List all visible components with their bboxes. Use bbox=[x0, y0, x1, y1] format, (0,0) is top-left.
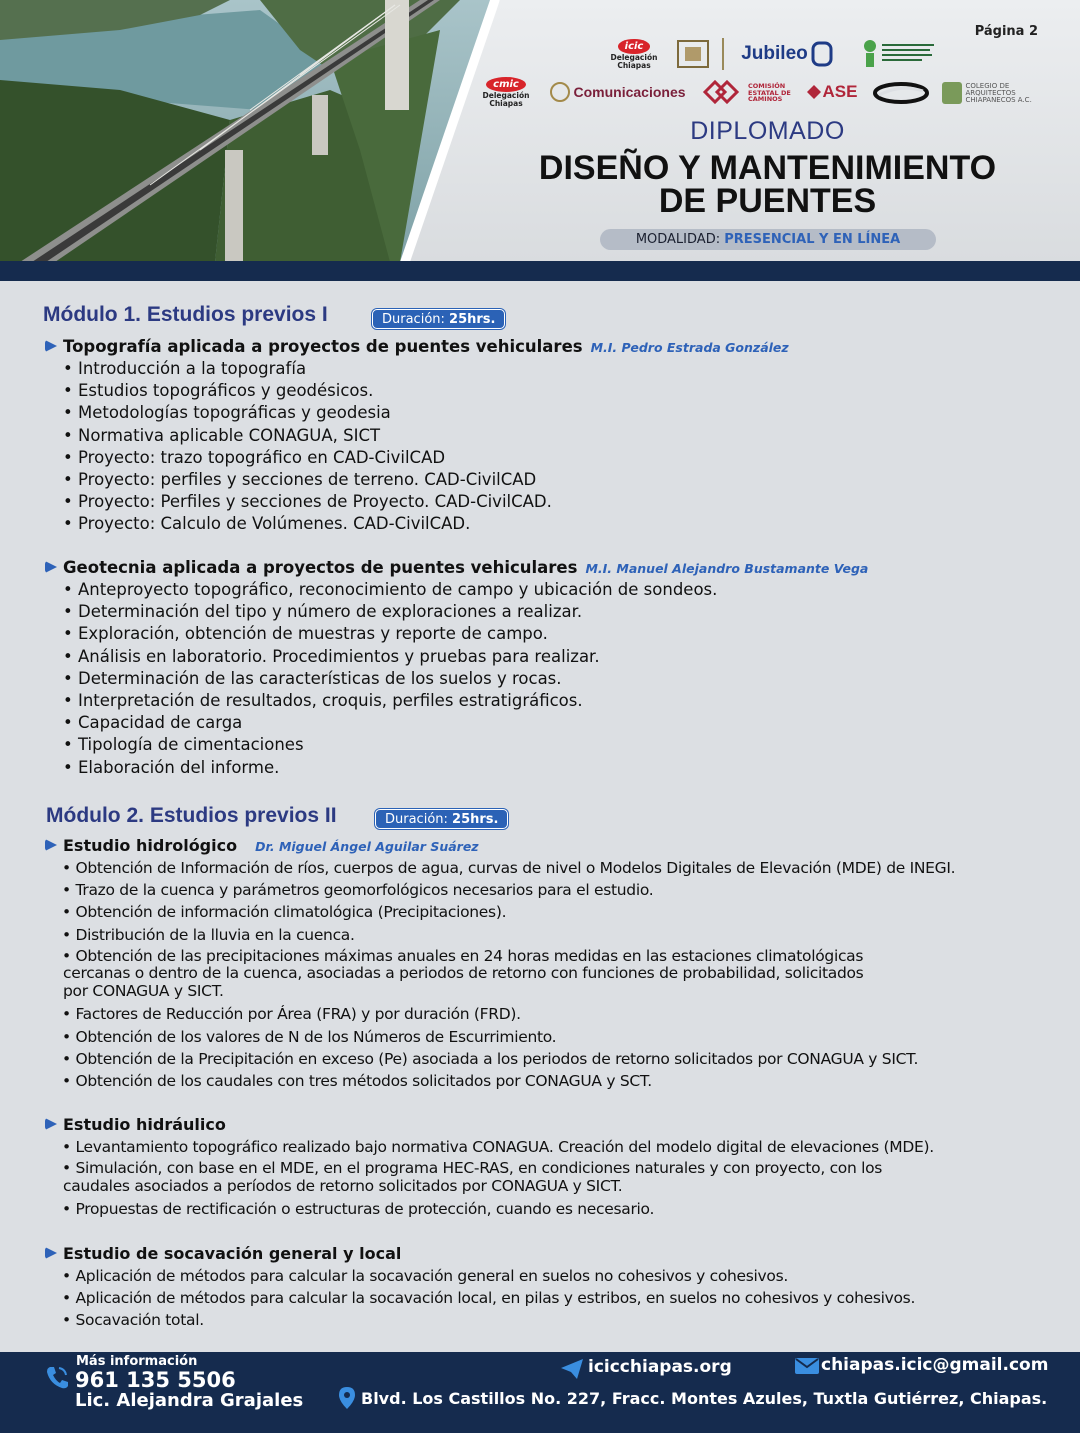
topic-name: Estudio hidráulico bbox=[63, 1115, 226, 1134]
list-item: • Proyecto: trazo topográfico en CAD-CivilCAD bbox=[63, 447, 552, 469]
ase-text: ASE bbox=[822, 82, 858, 101]
cmic-logo bbox=[474, 76, 538, 108]
list-item-line: por CONAGUA y SICT. bbox=[63, 981, 224, 1000]
play-bullet-icon bbox=[45, 1247, 57, 1259]
page-number: Página 2 bbox=[974, 24, 1038, 39]
topic-hidraulico bbox=[45, 1115, 226, 1134]
diplomado-label: DIPLOMADO bbox=[690, 117, 845, 145]
institute-logo bbox=[858, 36, 938, 70]
module-1-title: Módulo 1. Estudios previos I bbox=[43, 303, 328, 326]
icic-badge: icic bbox=[618, 39, 651, 54]
topic-name: Estudio de socavación general y local bbox=[63, 1244, 402, 1263]
modalidad-value: PRESENCIAL Y EN LÍNEA bbox=[724, 232, 901, 247]
module-2-title: Módulo 2. Estudios previos II bbox=[46, 804, 337, 827]
list-item: • Determinación de las características de los suelos y rocas. bbox=[63, 668, 717, 690]
topic-socavacion bbox=[45, 1244, 401, 1263]
topic-topografia-list bbox=[63, 358, 552, 536]
list-item: • Interpretación de resultados, croquis, perfiles estratigráficos. bbox=[63, 690, 717, 712]
header bbox=[0, 0, 1080, 262]
list-item-line: caudales asociados a períodos de retorno solicitados por CONAGUA y SICT. bbox=[63, 1176, 623, 1195]
duration-value: 25hrs. bbox=[449, 312, 496, 327]
list-item: • Distribución de la lluvia en la cuenca. bbox=[62, 924, 955, 946]
comunicaciones-text: Comunicaciones bbox=[573, 84, 686, 100]
list-item: • Análisis en laboratorio. Procedimientos y pruebas para realizar. bbox=[63, 646, 717, 668]
list-item: • Proyecto: Calculo de Volúmenes. CAD-CivilCAD. bbox=[63, 513, 552, 535]
contact-name: Lic. Alejandra Grajales bbox=[75, 1390, 304, 1411]
list-item: • Obtención de los caudales con tres métodos solicitados por CONAGUA y SCT. bbox=[62, 1070, 955, 1092]
colegio-logo bbox=[940, 78, 1046, 108]
list-item bbox=[62, 1160, 934, 1195]
list-item: • Aplicación de métodos para calcular la socavación general en suelos no cohesivos y cohesivos. bbox=[62, 1265, 915, 1287]
topic-name: Estudio hidrológico bbox=[63, 836, 238, 855]
ase-logo bbox=[802, 76, 862, 108]
play-bullet-icon bbox=[45, 839, 57, 851]
list-item: • Capacidad de carga bbox=[63, 712, 717, 734]
list-item-line: Simulación, con base en el MDE, en el programa HEC-RAS, en condiciones naturales y con proyecto, con los bbox=[75, 1159, 883, 1178]
send-icon bbox=[561, 1359, 583, 1379]
topic-hidraulico-list bbox=[62, 1136, 934, 1220]
play-bullet-icon bbox=[45, 561, 57, 573]
email-link[interactable]: chiapas.icic@gmail.com bbox=[821, 1355, 1049, 1375]
swoosh-logo-icon bbox=[872, 80, 930, 106]
humanismo-logo-icon bbox=[700, 76, 742, 108]
list-item: • Proyecto: perfiles y secciones de terreno. CAD-CivilCAD bbox=[63, 469, 552, 491]
duration-label: Duración: bbox=[382, 312, 445, 327]
list-item: • Elaboración del informe. bbox=[63, 757, 717, 779]
footer bbox=[0, 1352, 1080, 1433]
unach-shield-icon bbox=[674, 38, 712, 70]
modalidad-label: MODALIDAD: bbox=[635, 232, 721, 247]
topic-geotecnia bbox=[45, 558, 868, 577]
jubileo-logo bbox=[722, 38, 846, 70]
comision-text: COMISIÓN ESTATAL DE CAMINOS bbox=[748, 82, 791, 104]
list-item: • Obtención de Información de ríos, cuerpos de agua, curvas de nivel o Modelos Digitales de Elevación (MDE) de INEGI. bbox=[62, 857, 955, 879]
more-info-label: Más información bbox=[76, 1354, 198, 1369]
title-line-2: DE PUENTES bbox=[658, 182, 877, 220]
list-item: • Exploración, obtención de muestras y reporte de campo. bbox=[63, 623, 717, 645]
list-item: • Socavación total. bbox=[62, 1309, 915, 1331]
module-2-duration bbox=[375, 809, 508, 829]
list-item: • Determinación del tipo y número de exploraciones a realizar. bbox=[63, 601, 717, 623]
comision-caminos-logo bbox=[746, 78, 796, 108]
topic-name: Geotecnia aplicada a proyectos de puentes vehiculares bbox=[63, 558, 578, 577]
list-item-line: cercanas o dentro de la cuenca, asociadas a periodos de retorno con funciones de probabilidad, solicitados bbox=[63, 964, 864, 983]
address: Blvd. Los Castillos No. 227, Fracc. Montes Azules, Tuxtla Gutiérrez, Chiapas. bbox=[361, 1389, 1048, 1408]
title-line-1: DISEÑO Y MANTENIMIENTO bbox=[538, 149, 997, 187]
phone-number[interactable]: 961 135 5506 bbox=[75, 1368, 236, 1392]
topic-hidrologico-list bbox=[62, 857, 955, 1092]
list-item: • Obtención de los valores de N de los Números de Escurrimiento. bbox=[62, 1026, 955, 1048]
list-item: • Aplicación de métodos para calcular la socavación local, en pilas y estribos, en suelos no cohesivos y cohesivos. bbox=[62, 1287, 915, 1309]
cmic-sub: Delegación Chiapas bbox=[482, 91, 530, 108]
module-1-duration bbox=[372, 309, 505, 329]
list-item: • Anteproyecto topográfico, reconocimiento de campo y ubicación de sondeos. bbox=[63, 579, 717, 601]
topic-geotecnia-list bbox=[63, 579, 717, 779]
icic-logo bbox=[608, 38, 660, 70]
topic-hidrologico bbox=[45, 836, 479, 855]
list-item bbox=[62, 948, 955, 1001]
topic-socavacion-list bbox=[62, 1265, 915, 1332]
jubileo-text: Jubileo bbox=[741, 43, 808, 64]
bridge-photo bbox=[0, 0, 500, 262]
list-item: • Obtención de la Precipitación en exceso (Pe) asociada a los periodos de retorno solicitados por CONAGUA y SICT. bbox=[62, 1048, 955, 1070]
topic-author: M.I. Manuel Alejandro Bustamante Vega bbox=[585, 561, 869, 576]
list-item: • Tipología de cimentaciones bbox=[63, 734, 717, 756]
topic-author: M.I. Pedro Estrada González bbox=[590, 340, 789, 355]
topic-topografia bbox=[45, 337, 789, 356]
play-bullet-icon bbox=[45, 1118, 57, 1130]
modalidad-pill bbox=[600, 229, 936, 250]
website-link[interactable]: icicchiapas.org bbox=[588, 1357, 732, 1377]
list-item: • Propuestas de rectificación o estructuras de protección, cuando es necesario. bbox=[62, 1198, 934, 1220]
colegio-text: COLEGIO DE ARQUITECTOS CHIAPANECOS A.C. bbox=[965, 81, 1032, 104]
header-band bbox=[0, 261, 1080, 281]
list-item: • Proyecto: Perfiles y secciones de Proyecto. CAD-CivilCAD. bbox=[63, 491, 552, 513]
topic-name: Topografía aplicada a proyectos de puentes vehiculares bbox=[63, 337, 583, 356]
topic-author: Dr. Miguel Ángel Aguilar Suárez bbox=[255, 839, 479, 854]
icic-sub: Delegación Chiapas bbox=[610, 53, 658, 70]
duration-label: Duración: bbox=[385, 812, 448, 827]
list-item-line: Obtención de las precipitaciones máximas anuales en 24 horas medidas en las estaciones climatológicas bbox=[75, 946, 864, 965]
location-pin-icon bbox=[339, 1387, 355, 1409]
cmic-badge: cmic bbox=[486, 77, 526, 92]
list-item: • Levantamiento topográfico realizado bajo normativa CONAGUA. Creación del modelo digital de elevaciones (MDE). bbox=[62, 1136, 934, 1158]
list-item: • Metodologías topográficas y geodesia bbox=[63, 402, 552, 424]
list-item: • Trazo de la cuenca y parámetros geomorfológicos necesarios para el estudio. bbox=[62, 879, 955, 901]
email-icon bbox=[794, 1357, 820, 1375]
comunicaciones-logo bbox=[548, 80, 688, 104]
list-item: • Estudios topográficos y geodésicos. bbox=[63, 380, 552, 402]
list-item: • Obtención de información climatológica (Precipitaciones). bbox=[62, 901, 955, 923]
list-item: • Factores de Reducción por Área (FRA) y por duración (FRD). bbox=[62, 1003, 955, 1025]
duration-value: 25hrs. bbox=[452, 812, 499, 827]
list-item: • Introducción a la topografía bbox=[63, 358, 552, 380]
list-item: • Normativa aplicable CONAGUA, SICT bbox=[63, 425, 552, 447]
phone-icon bbox=[44, 1364, 70, 1390]
play-bullet-icon bbox=[45, 340, 57, 352]
